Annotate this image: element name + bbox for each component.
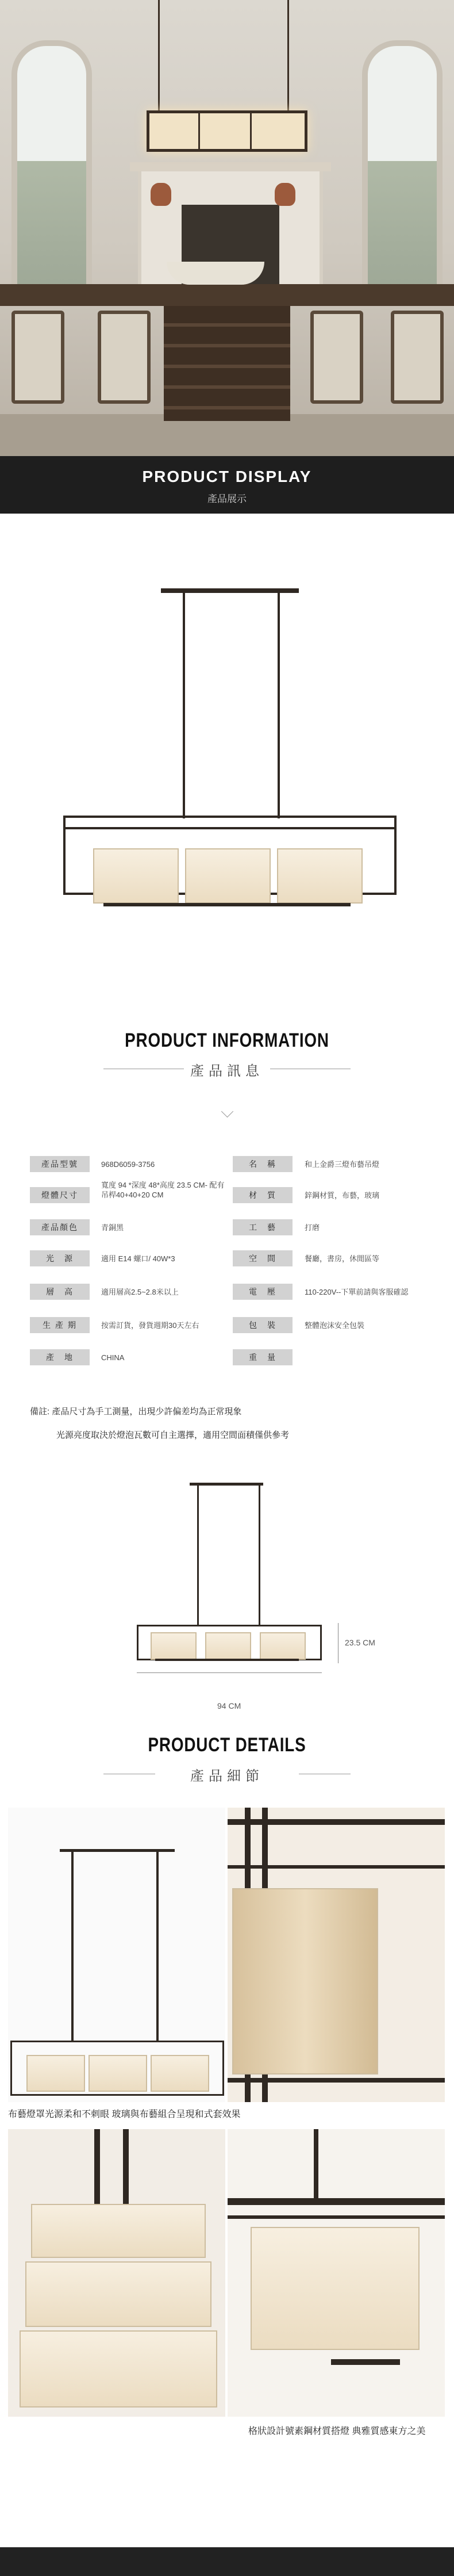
vase-right: [275, 183, 295, 206]
spec-value: 110-220V--下單前請與客服確認: [305, 1288, 409, 1296]
spec-value: 打磨: [305, 1223, 320, 1232]
detail-photo-full-lamp: [8, 1808, 225, 2102]
spec-label: 燈體尺寸: [30, 1187, 90, 1203]
vase-left: [151, 183, 171, 206]
footer-bar: [0, 2547, 454, 2576]
info-heading-en: PRODUCT INFORMATION: [125, 1029, 329, 1051]
suspension-rod-right: [278, 593, 280, 818]
details-heading-zh: 產品細節: [190, 1769, 264, 1784]
spec-label: 名 稱: [233, 1156, 293, 1172]
detail-caption-1: 布藝燈罩光源柔和不刺眼 玻璃與布藝組合呈現和式套效果: [8, 2110, 241, 2119]
spec-label: 工 藝: [233, 1219, 293, 1235]
spec-value: 按需訂貨，發貨週期30天左右: [101, 1321, 199, 1330]
lamp-base-bar: [155, 1659, 299, 1661]
detail-caption-2: 格狀設計號素鋼材質搭燈 典雅質感東方之美: [248, 2426, 426, 2436]
details-heading-en: PRODUCT DETAILS: [148, 1734, 306, 1756]
note-line-2: 光源亮度取決於燈泡瓦數可自主選擇，適用空間面積僅供參考: [56, 1430, 290, 1440]
detail-photo-shade-closeup: [228, 1808, 445, 2102]
spec-label: 產品顏色: [30, 1219, 90, 1235]
suspension-rod-left: [197, 1486, 199, 1626]
hero-pendant-lamp: [147, 110, 307, 152]
canopy-bar: [190, 1483, 263, 1486]
chair: [391, 311, 444, 404]
spec-label: 生 產 期: [30, 1317, 90, 1333]
spec-value: 餐廳，書房，休閒區等: [305, 1254, 380, 1263]
note-line-1: 備註: 產品尺寸為手工測量，出現少許偏差均為正常現象: [30, 1407, 242, 1417]
main-product-image: [0, 514, 454, 962]
spec-label: 重 量: [233, 1349, 293, 1365]
spec-label: 產品型號: [30, 1156, 90, 1172]
spec-value: 整體泡沫安全包裝: [305, 1321, 365, 1330]
hero-room-photo: [0, 0, 454, 456]
spec-value: 青銅黑: [101, 1223, 124, 1232]
display-subtitle: 產品展示: [207, 493, 247, 504]
width-dimension: 94 CM: [217, 1701, 241, 1710]
dining-table-top: [0, 284, 454, 306]
width-dimension-line: [137, 1672, 322, 1673]
spec-value: 適用 E14 螺口/ 40W*3: [101, 1254, 175, 1263]
centerpiece-bowl: [167, 262, 264, 285]
spec-value: 和上金爵三燈布藝吊燈: [305, 1160, 380, 1169]
chair: [98, 311, 151, 404]
hero-lamp-rod-left: [158, 0, 160, 113]
chair: [11, 311, 64, 404]
display-title: PRODUCT DISPLAY: [142, 468, 312, 485]
spec-label: 層 高: [30, 1284, 90, 1300]
suspension-rod-right: [259, 1486, 260, 1626]
height-dimension: 23.5 CM: [345, 1638, 375, 1647]
hero-lamp-rod-right: [287, 0, 289, 113]
dimension-drawing: [0, 1472, 454, 1725]
spec-label: 光 源: [30, 1250, 90, 1266]
detail-photo-frame-closeup: [228, 2129, 445, 2417]
spec-label: 產 地: [30, 1349, 90, 1365]
canopy-bar: [161, 588, 299, 593]
lamp-base-bar: [103, 903, 351, 906]
product-display-banner: [0, 456, 454, 514]
chair: [310, 311, 363, 404]
lamp-shade: [151, 1632, 197, 1660]
spec-label: 空 間: [233, 1250, 293, 1266]
arched-window-right: [362, 40, 443, 305]
spec-value: CHINA: [101, 1353, 125, 1362]
lamp-shade: [93, 848, 179, 904]
spec-value: 968D6059-3756: [101, 1160, 155, 1169]
spec-value: 鋅鋼材質，布藝，玻璃: [305, 1191, 380, 1200]
spec-table: [0, 1156, 454, 1375]
spec-label: 包 裝: [233, 1317, 293, 1333]
lamp-shade: [260, 1632, 306, 1660]
chevron-down-icon: [221, 1105, 233, 1117]
lamp-shade: [185, 848, 271, 904]
spec-value: 寬度 94 *深度 48*高度 23.5 CM- 配有吊桿40+40+20 CM: [101, 1181, 225, 1199]
spec-label: 電 壓: [233, 1284, 293, 1300]
arched-window-left: [11, 40, 92, 305]
info-heading-zh: 產品訊息: [190, 1063, 264, 1079]
lamp-shade: [205, 1632, 251, 1660]
frame-crossbar: [63, 827, 397, 829]
spec-value: 適用層高2.5~2.8米以上: [101, 1288, 179, 1296]
dining-table-base: [164, 306, 290, 421]
suspension-rod-left: [183, 593, 185, 818]
detail-photo-stacked-shades: [8, 2129, 225, 2417]
lamp-shade: [277, 848, 363, 904]
spec-label: 材 質: [233, 1187, 293, 1203]
